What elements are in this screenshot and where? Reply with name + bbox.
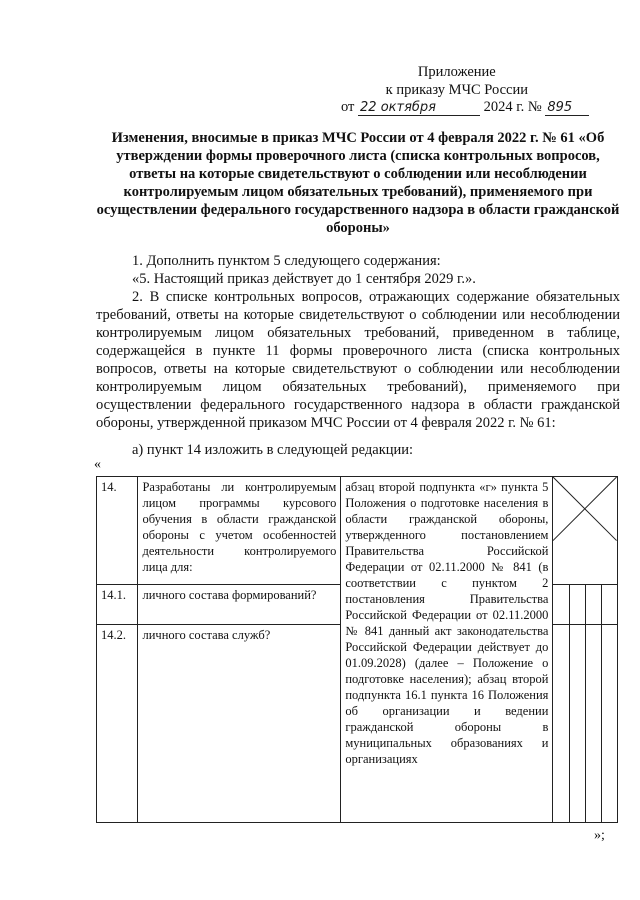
order-date-line bbox=[341, 99, 589, 116]
answer-na-cell bbox=[585, 625, 601, 823]
appendix-label: Приложение bbox=[417, 64, 496, 80]
order-year-label: 2024 г. № bbox=[483, 99, 542, 115]
answer-yes-cell bbox=[553, 625, 569, 823]
control-questions-table bbox=[96, 476, 618, 823]
legal-reference: абзац второй подпункта «г» пункта 5 Положения о подготовке населения в области гражданской обороны, утвержденного постановлением Правительства Российской Федерации от 02.11.2000 № 841 (в соответствии с пунктом 2 постановления Правительства Российской Федерации от 02.11.2000 № 841 данный акт законодательства Российской Федерации действует до 01.09.2028) (далее – Положение о подготовке населения); абзац второй подпункта 16.1 пункта 16 Положения об организации и ведении гражданской обороны в муниципальных образованиях и организациях bbox=[341, 477, 553, 823]
appendix-header bbox=[386, 63, 528, 99]
cross-mark-icon bbox=[553, 477, 617, 541]
paragraph-1-quote: «5. Настоящий приказ действует до 1 сентября 2029 г.». bbox=[132, 271, 476, 287]
paragraph-1: 1. Дополнить пунктом 5 следующего содержания: bbox=[132, 253, 441, 269]
row-number: 14. bbox=[97, 477, 138, 585]
table-row bbox=[97, 477, 618, 585]
row-question: личного состава служб? bbox=[138, 625, 341, 823]
appendix-order: к приказу МЧС России bbox=[385, 82, 528, 98]
answer-no-cell bbox=[569, 585, 585, 625]
order-date-handwritten: 22 октября bbox=[358, 100, 480, 116]
paragraph-2: 2. В списке контрольных вопросов, отражающих содержание обязательных требований, ответы на которые свидетельствуют о соблюдении или несоблюдении контролируемым лицом обязательных требований, приведенном в таблице, содержащейся в пункте 11 формы проверочного листа (списка контрольных вопросов, ответы на которые свидетельствуют о соблюдении или несоблюдении контролируемым лицом обязательных требований), применяемого при осуществлении федерального государственного надзора в области гражданской обороны, утвержденной приказом МЧС России от 4 февраля 2022 г. № 61: bbox=[96, 289, 620, 431]
row-question: личного состава формирований? bbox=[138, 585, 341, 625]
row-number: 14.1. bbox=[97, 585, 138, 625]
order-from-label: от bbox=[341, 99, 355, 115]
quote-close: »; bbox=[594, 828, 605, 843]
answer-yes-cell bbox=[553, 585, 569, 625]
document-title: Изменения, вносимые в приказ МЧС России от 4 февраля 2022 г. № 61 «Об утверждении формы проверочного листа (списка контрольных вопросов, ответы на которые свидетельствуют о соблюдении или несоблюдении контролируемым лицом обязательных требований), применяемого при осуществлении федерального государственного надзора в области гражданской обороны» bbox=[96, 130, 620, 236]
paragraph-2a: а) пункт 14 изложить в следующей редакции: bbox=[132, 442, 414, 458]
answer-note-cell bbox=[601, 625, 617, 823]
answer-na-cell bbox=[585, 585, 601, 625]
crossed-out-cell bbox=[553, 477, 618, 585]
order-number-handwritten: 895 bbox=[545, 100, 589, 116]
answer-no-cell bbox=[569, 625, 585, 823]
answer-note-cell bbox=[601, 585, 617, 625]
quote-open: « bbox=[94, 457, 101, 472]
row-number: 14.2. bbox=[97, 625, 138, 823]
row-question: Разработаны ли контролируемым лицом программы курсового обучения в области гражданской обороны с учетом особенностей деятельности контролируемого лица для: bbox=[138, 477, 341, 585]
